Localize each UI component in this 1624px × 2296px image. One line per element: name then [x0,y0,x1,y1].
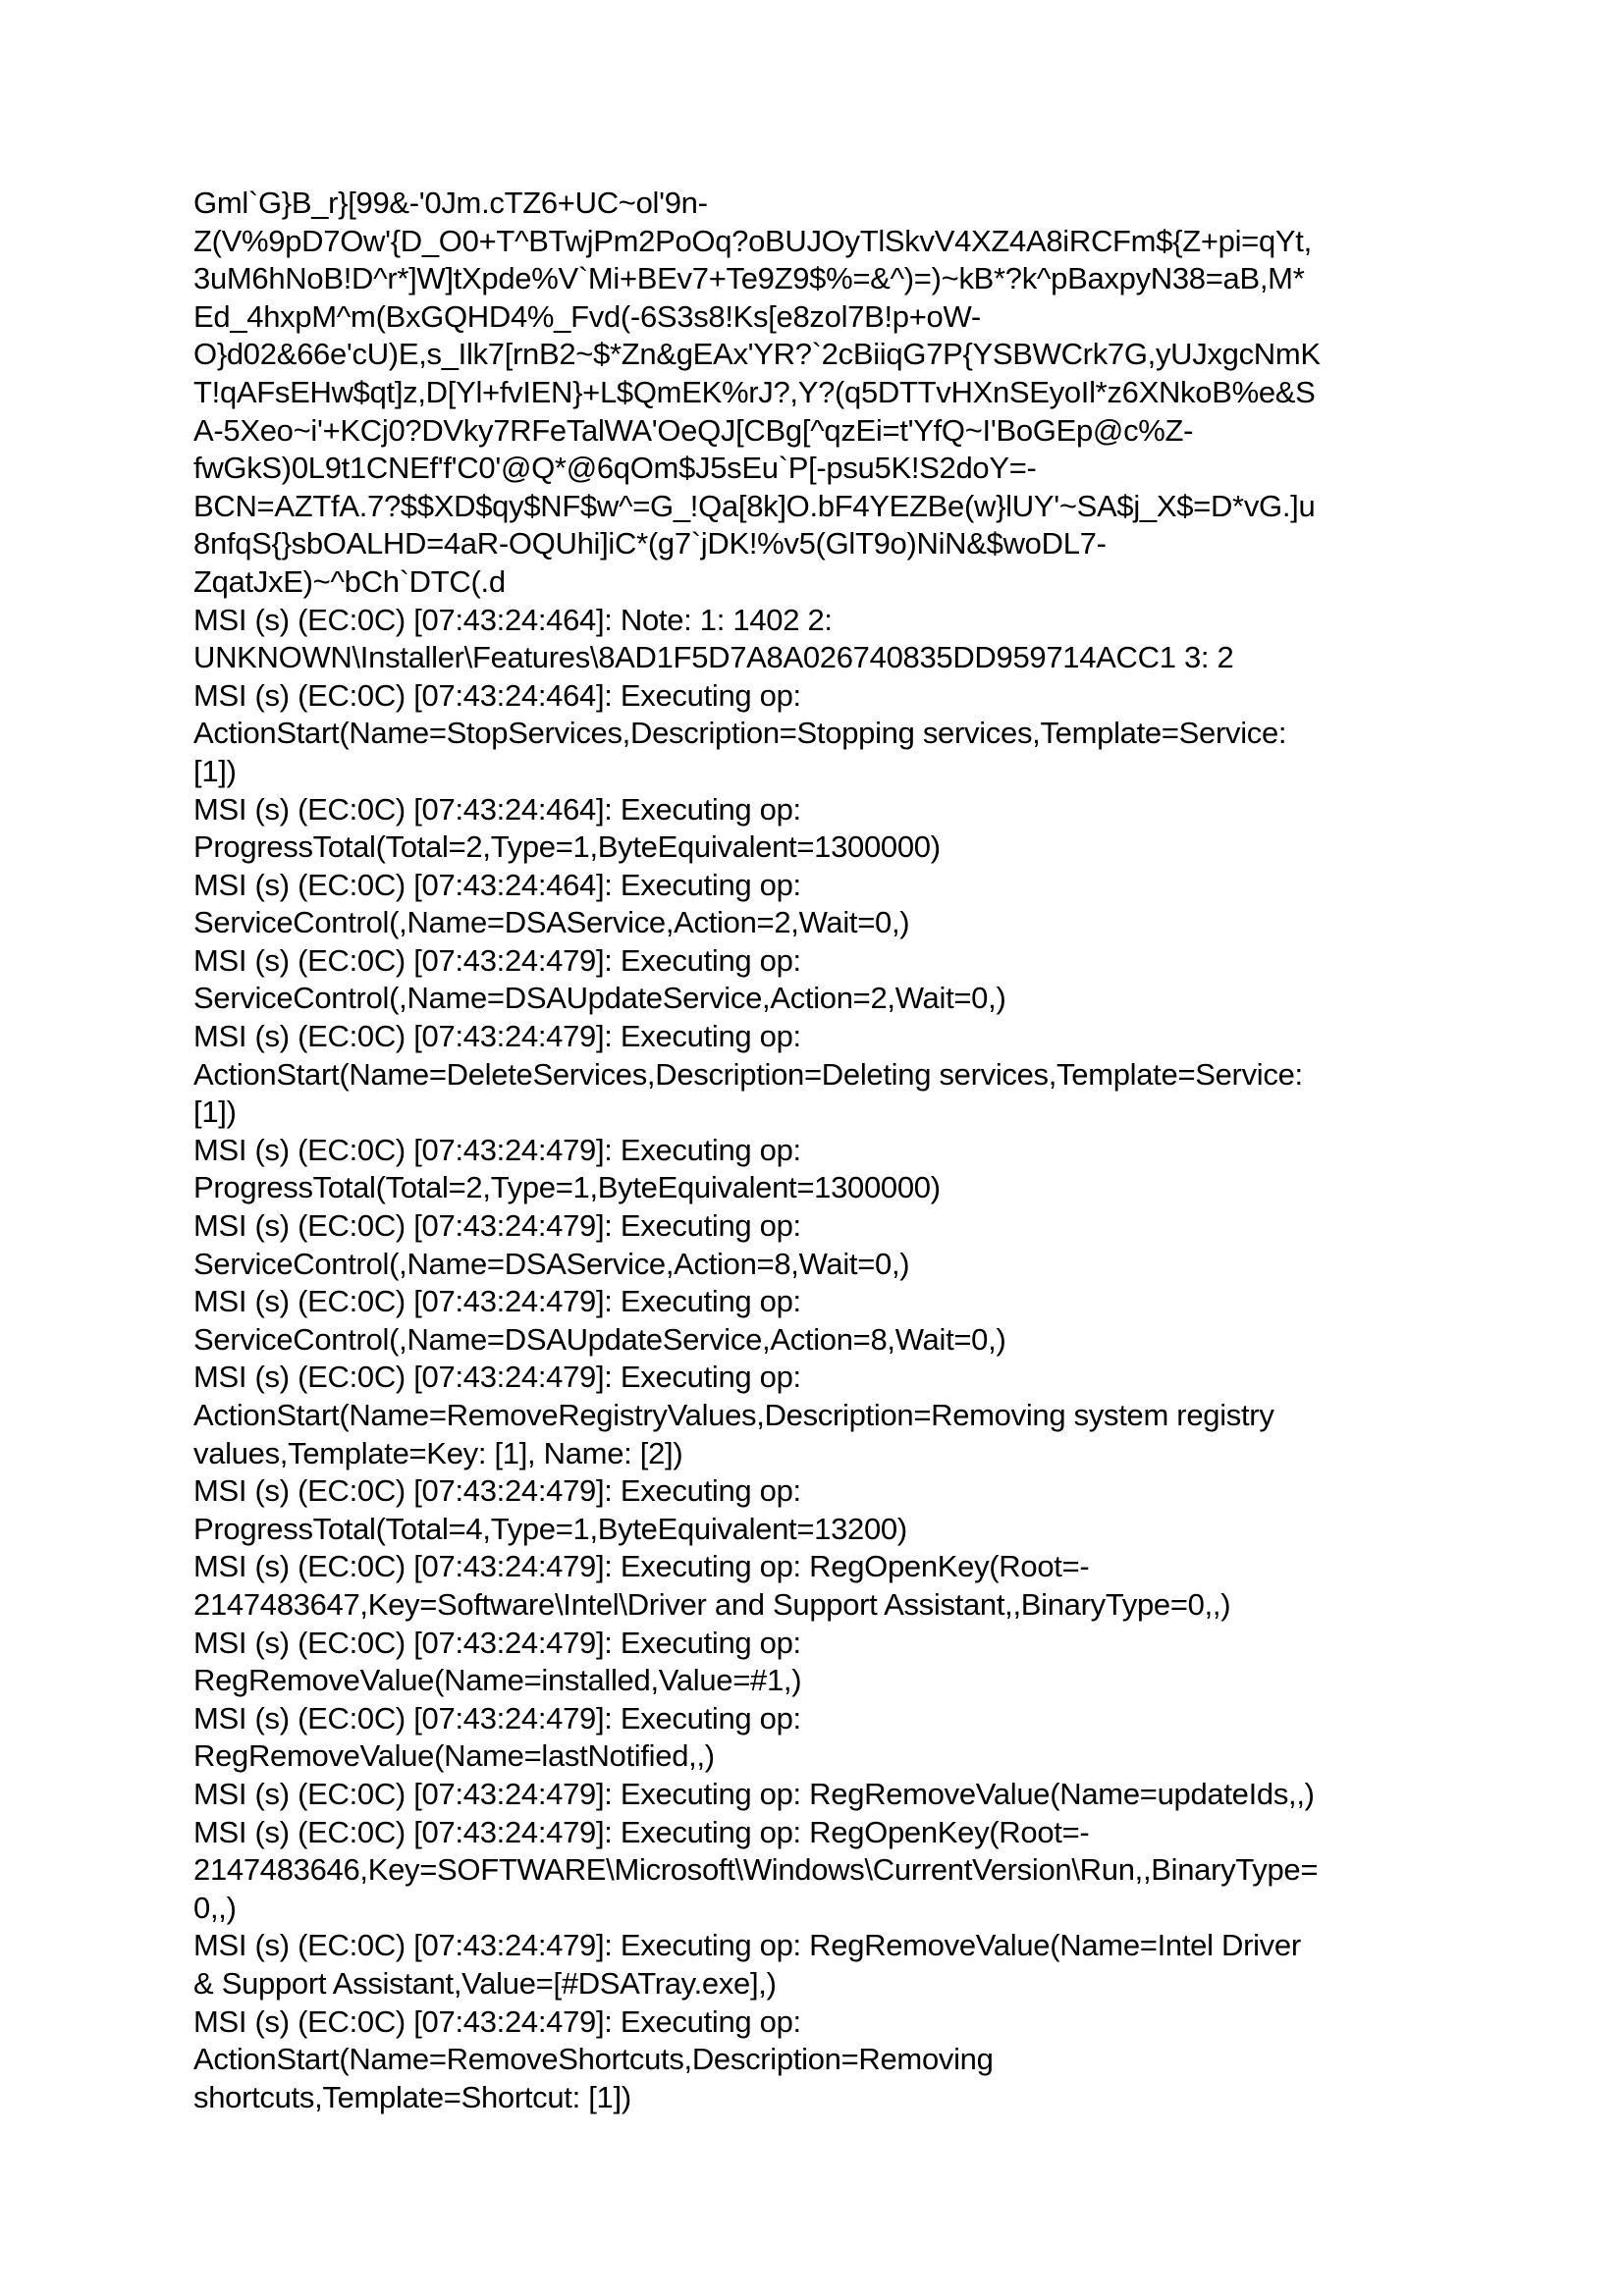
log-line: UNKNOWN\Installer\Features\8AD1F5D7A8A026740835DD959714ACC1 3: 2 [193,640,1234,675]
log-text-body [193,185,1450,2116]
log-line: MSI (s) (EC:0C) [07:43:24:479]: Executing op: RegOpenKey(Root=- [193,1549,1090,1584]
log-line: RegRemoveValue(Name=installed,Value=#1,) [193,1663,802,1698]
log-line: [1]) [193,753,237,788]
log-line: ActionStart(Name=StopServices,Description=Stopping services,Template=Service: [193,716,1287,751]
log-line: MSI (s) (EC:0C) [07:43:24:464]: Note: 1: 1402 2: [193,602,833,637]
log-line: & Support Assistant,Value=[#DSATray.exe],) [193,1965,777,2001]
log-line: Gml`G}B_r}[99&-'0Jm.cTZ6+UC~ol'9n- [193,186,708,220]
log-line: MSI (s) (EC:0C) [07:43:24:479]: Executing op: [193,1625,801,1660]
log-line: MSI (s) (EC:0C) [07:43:24:479]: Executing op: [193,1019,801,1054]
log-line: ProgressTotal(Total=2,Type=1,ByteEquivalent=1300000) [193,1170,941,1205]
log-line: RegRemoveValue(Name=lastNotified,,) [193,1738,715,1774]
log-line: ServiceControl(,Name=DSAUpdateService,Action=2,Wait=0,) [193,981,1006,1016]
log-line: ActionStart(Name=DeleteServices,Description=Deleting services,Template=Service: [193,1056,1303,1092]
log-line: 2147483646,Key=SOFTWARE\Microsoft\Windows\CurrentVersion\Run,,BinaryType= [193,1852,1319,1888]
log-line: Z(V%9pD7Ow'{D_O0+T^BTwjPm2PoOq?oBUJOyTlSkvV4XZ4A8iRCFm${Z+pi=qYt, [193,223,1312,258]
log-line: MSI (s) (EC:0C) [07:43:24:479]: Executing op: [193,1132,801,1167]
log-line: MSI (s) (EC:0C) [07:43:24:479]: Executing op: [193,1284,801,1319]
document-page [193,185,1450,2116]
log-line: 3uM6hNoB!D^r*]W]tXpde%V`Mi+BEv7+Te9Z9$%=&^)=)~kB*?k^pBaxpyN38=aB,M* [193,261,1305,296]
log-line: ActionStart(Name=RemoveShortcuts,Description=Removing [193,2042,994,2077]
log-line: MSI (s) (EC:0C) [07:43:24:479]: Executing op: [193,1360,801,1395]
log-line: MSI (s) (EC:0C) [07:43:24:479]: Executing op: [193,1208,801,1244]
log-line: Ed_4hxpM^m(BxGQHD4%_Fvd(-6S3s8!Ks[e8zol7B!p+oW- [193,298,981,334]
log-line: 0,,) [193,1890,237,1925]
log-line: values,Template=Key: [1], Name: [2]) [193,1435,683,1470]
log-line: MSI (s) (EC:0C) [07:43:24:464]: Executing op: [193,867,801,902]
log-line: 8nfqS{}sbOALHD=4aR-OQUhi]iC*(g7`jDK!%v5(GlT9o)NiN&$woDL7- [193,526,1107,561]
log-line: MSI (s) (EC:0C) [07:43:24:479]: Executing op: RegRemoveValue(Name=Intel Driver [193,1928,1301,1963]
log-line: A-5Xeo~i'+KCj0?DVky7RFeTalWA'OeQJ[CBg[^qzEi=t'YfQ~I'BoGEp@c%Z- [193,412,1194,448]
log-line: MSI (s) (EC:0C) [07:43:24:479]: Executing op: RegOpenKey(Root=- [193,1814,1090,1849]
log-line: MSI (s) (EC:0C) [07:43:24:479]: Executing op: [193,2003,801,2039]
log-line: MSI (s) (EC:0C) [07:43:24:464]: Executing op: [193,677,801,713]
log-line: ServiceControl(,Name=DSAService,Action=2,Wait=0,) [193,905,910,940]
log-line: MSI (s) (EC:0C) [07:43:24:464]: Executing op: [193,791,801,827]
log-line: MSI (s) (EC:0C) [07:43:24:479]: Executing op: [193,942,801,978]
log-line: ProgressTotal(Total=4,Type=1,ByteEquivalent=13200) [193,1511,907,1546]
log-line: MSI (s) (EC:0C) [07:43:24:479]: Executing op: [193,1473,801,1509]
log-line: ServiceControl(,Name=DSAUpdateService,Action=8,Wait=0,) [193,1321,1006,1357]
log-line: 2147483647,Key=Software\Intel\Driver and Support Assistant,,BinaryType=0,,) [193,1586,1231,1622]
log-line: MSI (s) (EC:0C) [07:43:24:479]: Executing op: [193,1700,801,1735]
log-line: [1]) [193,1095,237,1130]
log-line: ActionStart(Name=RemoveRegistryValues,Description=Removing system registry [193,1398,1274,1432]
log-line: ZqatJxE)~^bCh`DTC(.d [193,563,506,599]
log-line: MSI (s) (EC:0C) [07:43:24:479]: Executing op: RegRemoveValue(Name=updateIds,,) [193,1776,1315,1811]
log-line: fwGkS)0L9t1CNEf'f'C0'@Q*@6qOm$J5sEu`P[-psu5K!S2doY=- [193,451,1037,486]
log-line: shortcuts,Template=Shortcut: [1]) [193,2079,631,2114]
log-line: ServiceControl(,Name=DSAService,Action=8,Wait=0,) [193,1246,910,1281]
log-line: O}d02&66e'cU)E,s_Ilk7[rnB2~$*Zn&gEAx'YR?`2cBiiqG7P{YSBWCrk7G,yUJxgcNmK [193,337,1321,372]
log-line: ProgressTotal(Total=2,Type=1,ByteEquivalent=1300000) [193,829,941,865]
log-line: BCN=AZTfA.7?$$XD$qy$NF$w^=G_!Qa[8k]O.bF4YEZBe(w}lUY'~SA$j_X$=D*vG.]u [193,488,1316,523]
log-line: T!qAFsEHw$qt]z,D[Yl+fvIEN}+L$QmEK%rJ?,Y?(q5DTTvHXnSEyoIl*z6XNkoB%e&S [193,374,1316,409]
